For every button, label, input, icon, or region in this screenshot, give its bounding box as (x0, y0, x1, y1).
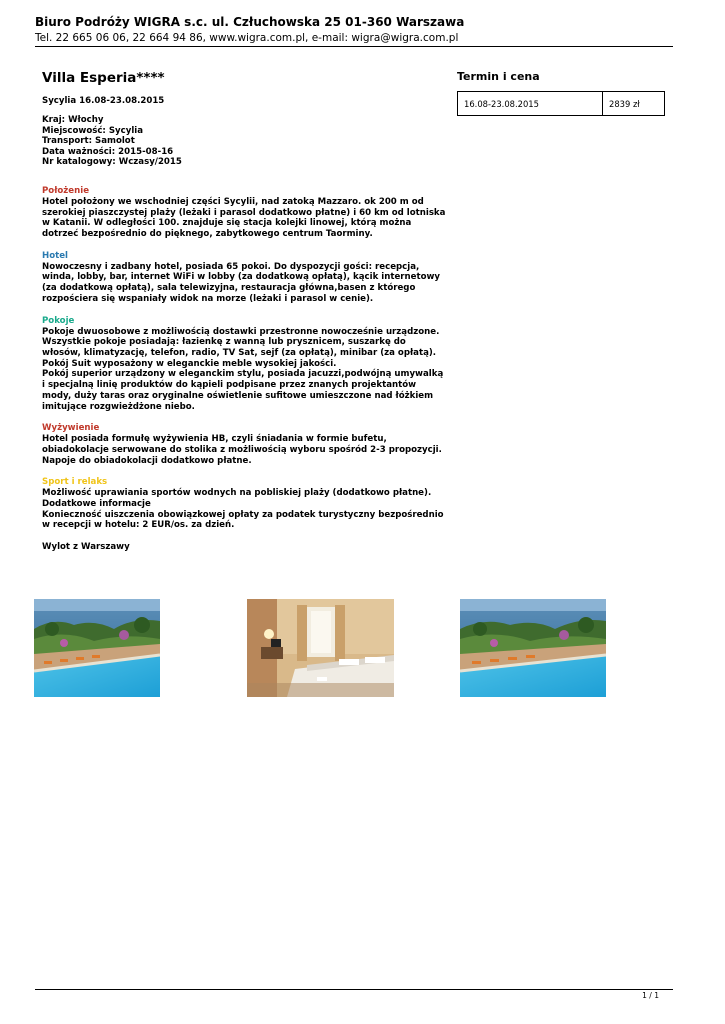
section-1 (42, 251, 447, 305)
section-line: obiadokolacje serwowane do stolika z możliwością wyboru spośród 2-3 propozycji. (42, 444, 442, 455)
hotel-photo-pool (34, 599, 160, 697)
section-title: Pokoje (42, 315, 75, 326)
section-0 (42, 186, 447, 240)
meta-location: Miejscowość: Sycylia (42, 125, 144, 136)
pricing-panel (457, 70, 667, 116)
section-title: Położenie (42, 185, 90, 196)
section-2 (42, 316, 447, 413)
hotel-name: Villa Esperia**** (42, 70, 165, 86)
section-line: Napoje do obiadokolacji dodatkowo płatne. (42, 455, 252, 466)
description-sections (42, 186, 447, 531)
header-divider (35, 46, 673, 47)
section-line: mody, duży taras oraz oryginalne oświetlenie sufitowe umieszczone nad łóżkiem (42, 390, 434, 401)
section-line: winda, lobby, bar, internet WiFi w lobby (za dodatkową opłatą), kącik internetowy (42, 272, 441, 283)
section-line: szerokiej piaszczystej plaży (leżaki i parasol dodatkowo płatne) i 60 km od lotniska (42, 207, 446, 218)
hotel-photo-pool-2 (460, 599, 606, 697)
section-body (42, 197, 447, 240)
section-line: Wszystkie pokoje posiadają: łazienkę z wanną lub prysznicem, suszarkę do (42, 337, 406, 348)
meta-transport: Transport: Samolot (42, 136, 135, 147)
trip-summary: Sycylia 16.08-23.08.2015 (42, 96, 165, 106)
meta-valid-date: Data ważności: 2015-08-16 (42, 146, 174, 157)
hotel-photo-room (247, 599, 394, 697)
section-title: Wyżywienie (42, 423, 100, 434)
section-line: włosów, klimatyzację, telefon, radio, TV Sat, sejf (za opłatą), minibar (za opłatą). (42, 348, 437, 358)
section-line: Pokój Suit wyposażony w eleganckie meble wysokiej jakości. (42, 358, 337, 369)
pricing-table (457, 91, 665, 116)
section-line: Nowoczesny i zadbany hotel, posiada 65 pokoi. Do dyspozycji gości: recepcja, (42, 261, 420, 272)
section-body (42, 262, 447, 305)
meta-country: Kraj: Włochy (42, 115, 104, 125)
offer-details (42, 70, 447, 553)
page-header (35, 15, 675, 45)
pricing-price: 2839 zł (603, 92, 665, 116)
section-4 (42, 477, 447, 531)
section-line: Dodatkowe informacje (42, 499, 151, 510)
section-line: Hotel posiada formułę wyżywienia HB, czyli śniadania w formie bufetu, (42, 434, 387, 445)
page-number: 1 / 1 (642, 991, 659, 1000)
footer-divider (35, 989, 673, 990)
section-line: dotrzeć bezpośrednio do pięknego, zabytkowego centrum Taorminy. (42, 229, 373, 240)
section-title: Sport i relaks (42, 477, 108, 488)
section-body (42, 327, 447, 413)
agency-title: Biuro Podróży WIGRA s.c. ul. Człuchowska 25 01-360 Warszawa (35, 15, 465, 29)
pricing-date: 16.08-23.08.2015 (458, 92, 603, 116)
section-line: rozpościera się wspaniały widok na morze (leżaki i parasol w cenie). (42, 293, 374, 304)
section-line: Możliwość uprawiania sportów wodnych na pobliskiej plaży (dodatkowo płatne). (42, 488, 432, 499)
section-line: i specjalną linię produktów do kąpieli podpisane przez znanych projektantów (42, 380, 417, 391)
section-body (42, 434, 447, 466)
section-line: w recepcji w hotelu: 2 EUR/os. za dzień. (42, 520, 235, 531)
section-body (42, 488, 447, 531)
section-line: (za dodatkową opłatą), sala telewizyjna, restauracja główna,basen z którego (42, 283, 416, 294)
meta-catalog-number: Nr katalogowy: Wczasy/2015 (42, 157, 182, 168)
section-line: w Katanii. W odległości 100. znajduje się stacja kolejki linowej, którą można (42, 218, 412, 229)
section-line: Pokoje dwuosobowe z możliwością dostawki przestronne nowocześnie urządzone. (42, 326, 440, 337)
pricing-row (458, 92, 665, 116)
section-3 (42, 423, 447, 466)
departure-info: Wylot z Warszawy (42, 542, 130, 553)
section-line: Konieczność uiszczenia obowiązkowej opłaty za podatek turystyczny bezpośrednio (42, 509, 444, 520)
section-line: imitujące rozgwieżdżone niebo. (42, 401, 195, 412)
section-line: Pokój superior urządzony w eleganckim stylu, posiada jacuzzi,podwójną umywalką (42, 369, 444, 380)
section-line: Hotel położony we wschodniej części Sycylii, nad zatoką Mazzaro. ok 200 m od (42, 196, 424, 207)
pricing-heading: Termin i cena (457, 70, 540, 83)
agency-contact: Tel. 22 665 06 06, 22 664 94 86, www.wigra.com.pl, e-mail: wigra@wigra.com.pl (35, 32, 459, 44)
offer-meta (42, 115, 447, 168)
section-title: Hotel (42, 250, 68, 261)
